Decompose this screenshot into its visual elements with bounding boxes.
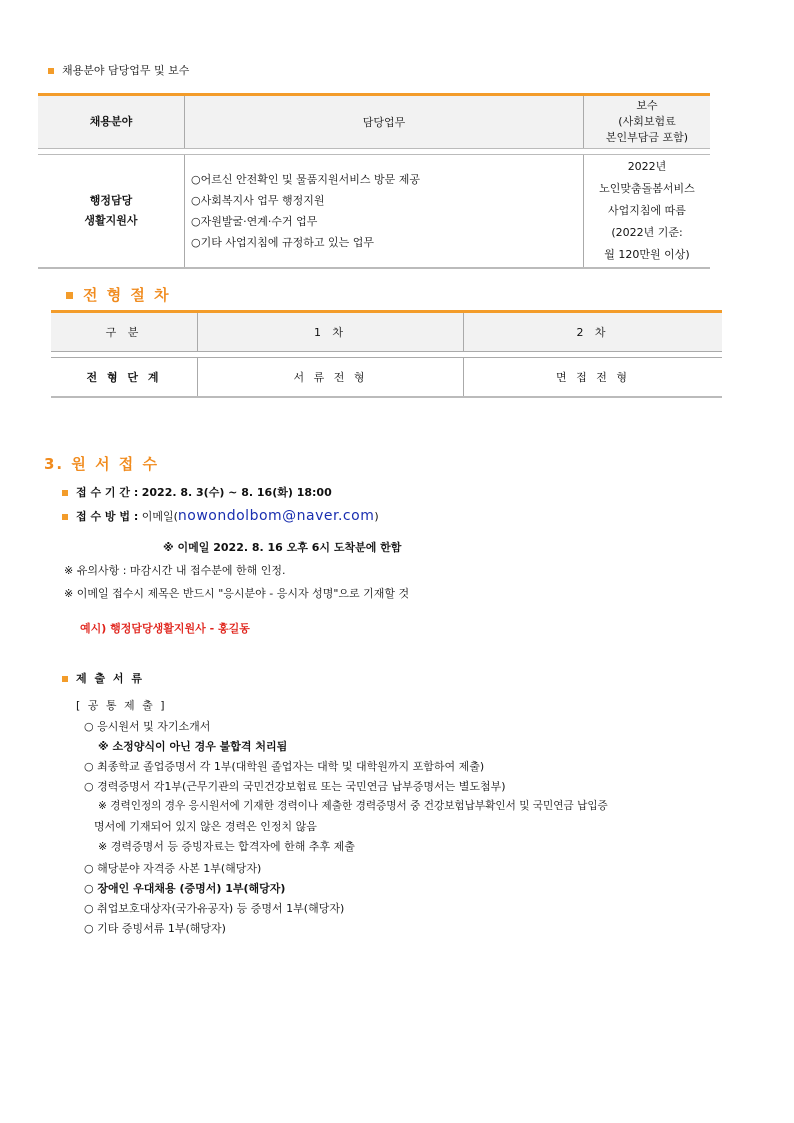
section-heading-selection: 전 형 절 차 [66,284,171,305]
document-note: ※ 소정양식이 아닌 경우 불합격 처리됨 [98,740,288,753]
deadline-note: ※ 이메일 2022. 8. 16 오후 6시 도착분에 한함 [163,541,402,554]
documents-subheading: [ 공 통 제 출 ] [76,699,167,712]
example-text: 예시) 행정담당생활지원사 - 홍길동 [80,622,250,635]
header-round-2: 2 차 [464,312,723,352]
duty-item: ○자원발굴·연계·수거 업무 [191,215,318,228]
duty-item: ○기타 사업지침에 규정하고 있는 업무 [191,236,374,249]
row-label: 전 형 단 계 [51,358,198,398]
document-item: ○ 응시원서 및 자기소개서 [84,720,211,733]
section-heading-application: 3. 원 서 접 수 [44,455,159,473]
document-item: ○ 기타 증빙서류 1부(해당자) [84,922,226,935]
document-note: ※ 경력증명서 등 증빙자료는 합격자에 한해 추후 제출 [98,840,355,853]
pay-cell [584,155,711,269]
field-cell: 행정담당 생활지원사 [38,155,185,269]
duty-item: ○어르신 안전확인 및 물품지원서비스 방문 제공 [191,173,420,186]
document-item: ○ 해당분야 자격증 사본 1부(해당자) [84,862,262,875]
document-note: 명서에 기재되어 있지 않은 경력은 인정치 않음 [94,820,317,833]
bullet-square-icon [66,292,73,299]
pay-line: 2022년 [627,160,667,173]
step-interview: 면 접 전 형 [464,358,723,398]
note-item: ※ 유의사항 : 마감시간 내 접수분에 한해 인정. [64,564,286,577]
header-field: 채용분야 [38,95,185,149]
pay-line: 월 120만원 이상) [604,248,690,261]
bullet-square-icon [62,514,68,520]
document-item: ○ 장애인 우대채용 (증명서) 1부(해당자) [84,882,286,895]
bullet-square-icon [62,490,68,496]
header-duties: 담당업무 [185,95,584,149]
pay-line: 노인맞춤돌봄서비스 [599,182,695,195]
document-item: ○ 최종학교 졸업증명서 각 1부(대학원 졸업자는 대학 및 대학원까지 포함하여 제출) [84,760,485,773]
step-documents: 서 류 전 형 [198,358,464,398]
document-note: ※ 경력인정의 경우 응시원서에 기재한 경력이나 제출한 경력증명서 중 건강보험납부확인서 및 국민연금 납입증 [98,800,608,812]
note-item: ※ 이메일 접수시 제목은 반드시 "응시분야 - 응시자 성명"으로 기재할 것 [64,587,410,600]
email-link[interactable]: nowondolbom@naver.com [177,508,375,524]
application-method: 접 수 방 법 : 이메일(nowondolbom@naver.com) [62,508,379,524]
application-period: 접 수 기 간 : 2022. 8. 3(수) ~ 8. 16(화) 18:00 [62,484,332,500]
recruit-table [38,93,710,269]
selection-table [51,310,722,398]
header-pay: 보수 (사회보험료 본인부담금 포함) [584,95,711,149]
header-category: 구 분 [51,312,198,352]
bullet-square-icon [48,68,54,74]
section-heading-documents: 제 출 서 류 [62,670,144,686]
section-heading-recruit: 채용분야 담당업무 및 보수 [48,62,189,78]
pay-line: (2022년 기준: [611,226,683,239]
document-item: ○ 취업보호대상자(국가유공자) 등 증명서 1부(해당자) [84,902,345,915]
duty-item: ○사회복지사 업무 행정지원 [191,194,325,207]
pay-line: 사업지침에 따름 [608,204,686,217]
bullet-square-icon [62,676,68,682]
header-round-1: 1 차 [198,312,464,352]
document-item: ○ 경력증명서 각1부(근무기관의 국민건강보험료 또는 국민연금 납부증명서는 별도첨부) [84,780,506,793]
duties-cell [185,155,584,269]
